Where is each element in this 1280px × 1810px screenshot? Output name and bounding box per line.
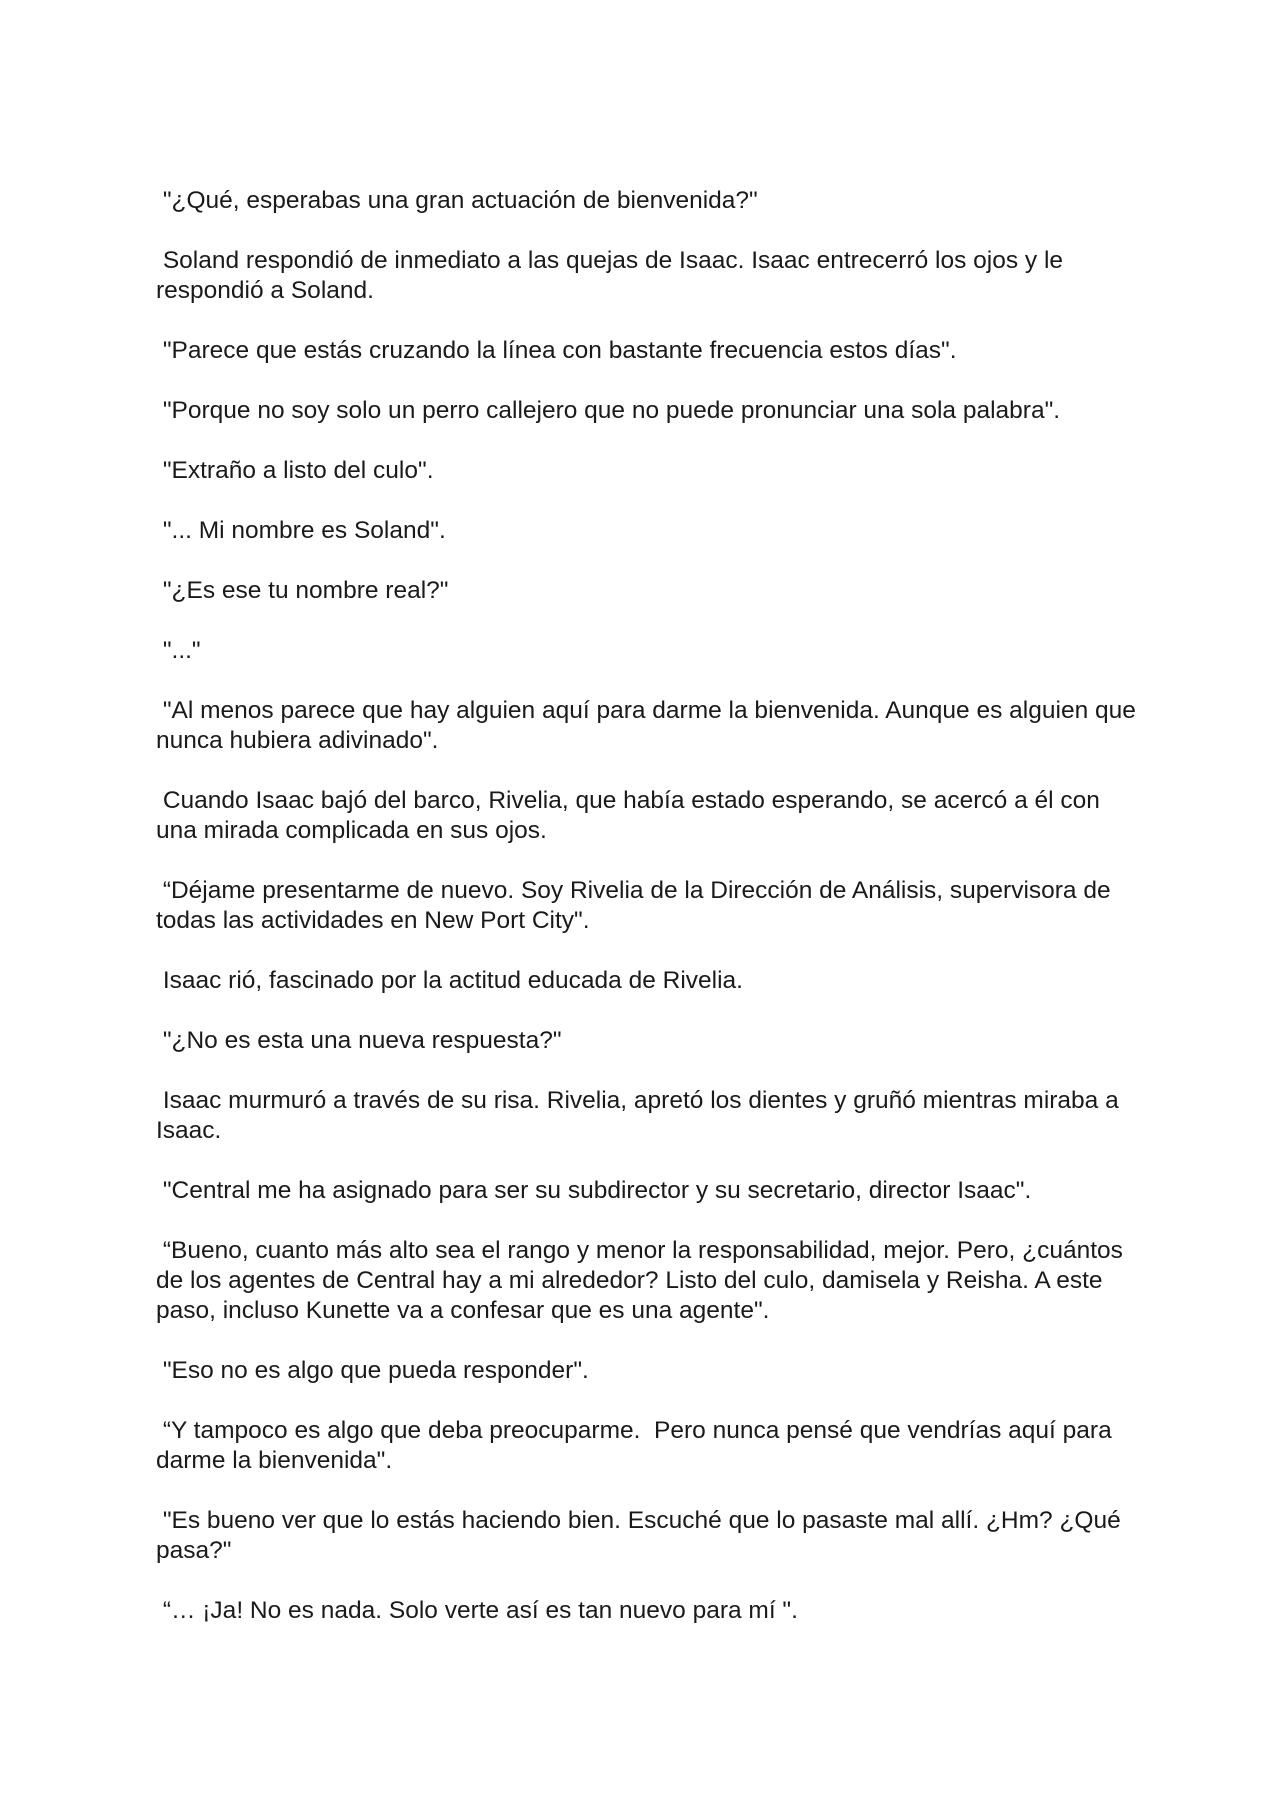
paragraph: “Bueno, cuanto más alto sea el rango y menor la responsabilidad, mejor. Pero, ¿cuántos de los agentes de Central hay a mi alrededor? Listo del culo, damisela y Reisha. A este paso, incluso Kunette va a confesar que es una agente". <box>156 1237 1130 1324</box>
paragraph: “… ¡Ja! No es nada. Solo verte así es tan nuevo para mí ". <box>156 1597 798 1624</box>
paragraph: "Eso no es algo que pueda responder". <box>156 1357 589 1384</box>
paragraph: Isaac murmuró a través de su risa. Rivelia, apretó los dientes y gruñó mientras miraba a Isaac. <box>156 1087 1126 1144</box>
paragraph: "Al menos parece que hay alguien aquí para darme la bienvenida. Aunque es alguien que nunca hubiera adivinado". <box>156 697 1143 754</box>
paragraph: "... Mi nombre es Soland". <box>156 517 446 544</box>
paragraph: "Central me ha asignado para ser su subdirector y su secretario, director Isaac". <box>156 1177 1032 1204</box>
paragraph: "¿Qué, esperabas una gran actuación de bienvenida?" <box>156 187 758 214</box>
paragraph: "Parece que estás cruzando la línea con bastante frecuencia estos días". <box>156 337 957 364</box>
paragraph: "..." <box>156 637 201 664</box>
paragraph: Isaac rió, fascinado por la actitud educada de Rivelia. <box>156 967 743 994</box>
paragraph: "¿No es esta una nueva respuesta?" <box>156 1027 562 1054</box>
paragraph: "Porque no soy solo un perro callejero que no puede pronunciar una sola palabra". <box>156 397 1061 424</box>
document-page <box>156 186 1143 1656</box>
paragraph: “Déjame presentarme de nuevo. Soy Rivelia de la Dirección de Análisis, supervisora de todas las actividades en New Port City". <box>156 877 1118 934</box>
paragraph: "¿Es ese tu nombre real?" <box>156 577 449 604</box>
paragraph: Cuando Isaac bajó del barco, Rivelia, que había estado esperando, se acercó a él con una mirada complicada en sus ojos. <box>156 787 1107 844</box>
paragraph: Soland respondió de inmediato a las quejas de Isaac. Isaac entrecerró los ojos y le respondió a Soland. <box>156 247 1070 304</box>
paragraph: “Y tampoco es algo que deba preocuparme. Pero nunca pensé que vendrías aquí para darme la bienvenida". <box>156 1417 1119 1474</box>
paragraph: "Extraño a listo del culo". <box>156 457 434 484</box>
paragraph: "Es bueno ver que lo estás haciendo bien. Escuché que lo pasaste mal allí. ¿Hm? ¿Qué pasa?" <box>156 1507 1128 1564</box>
